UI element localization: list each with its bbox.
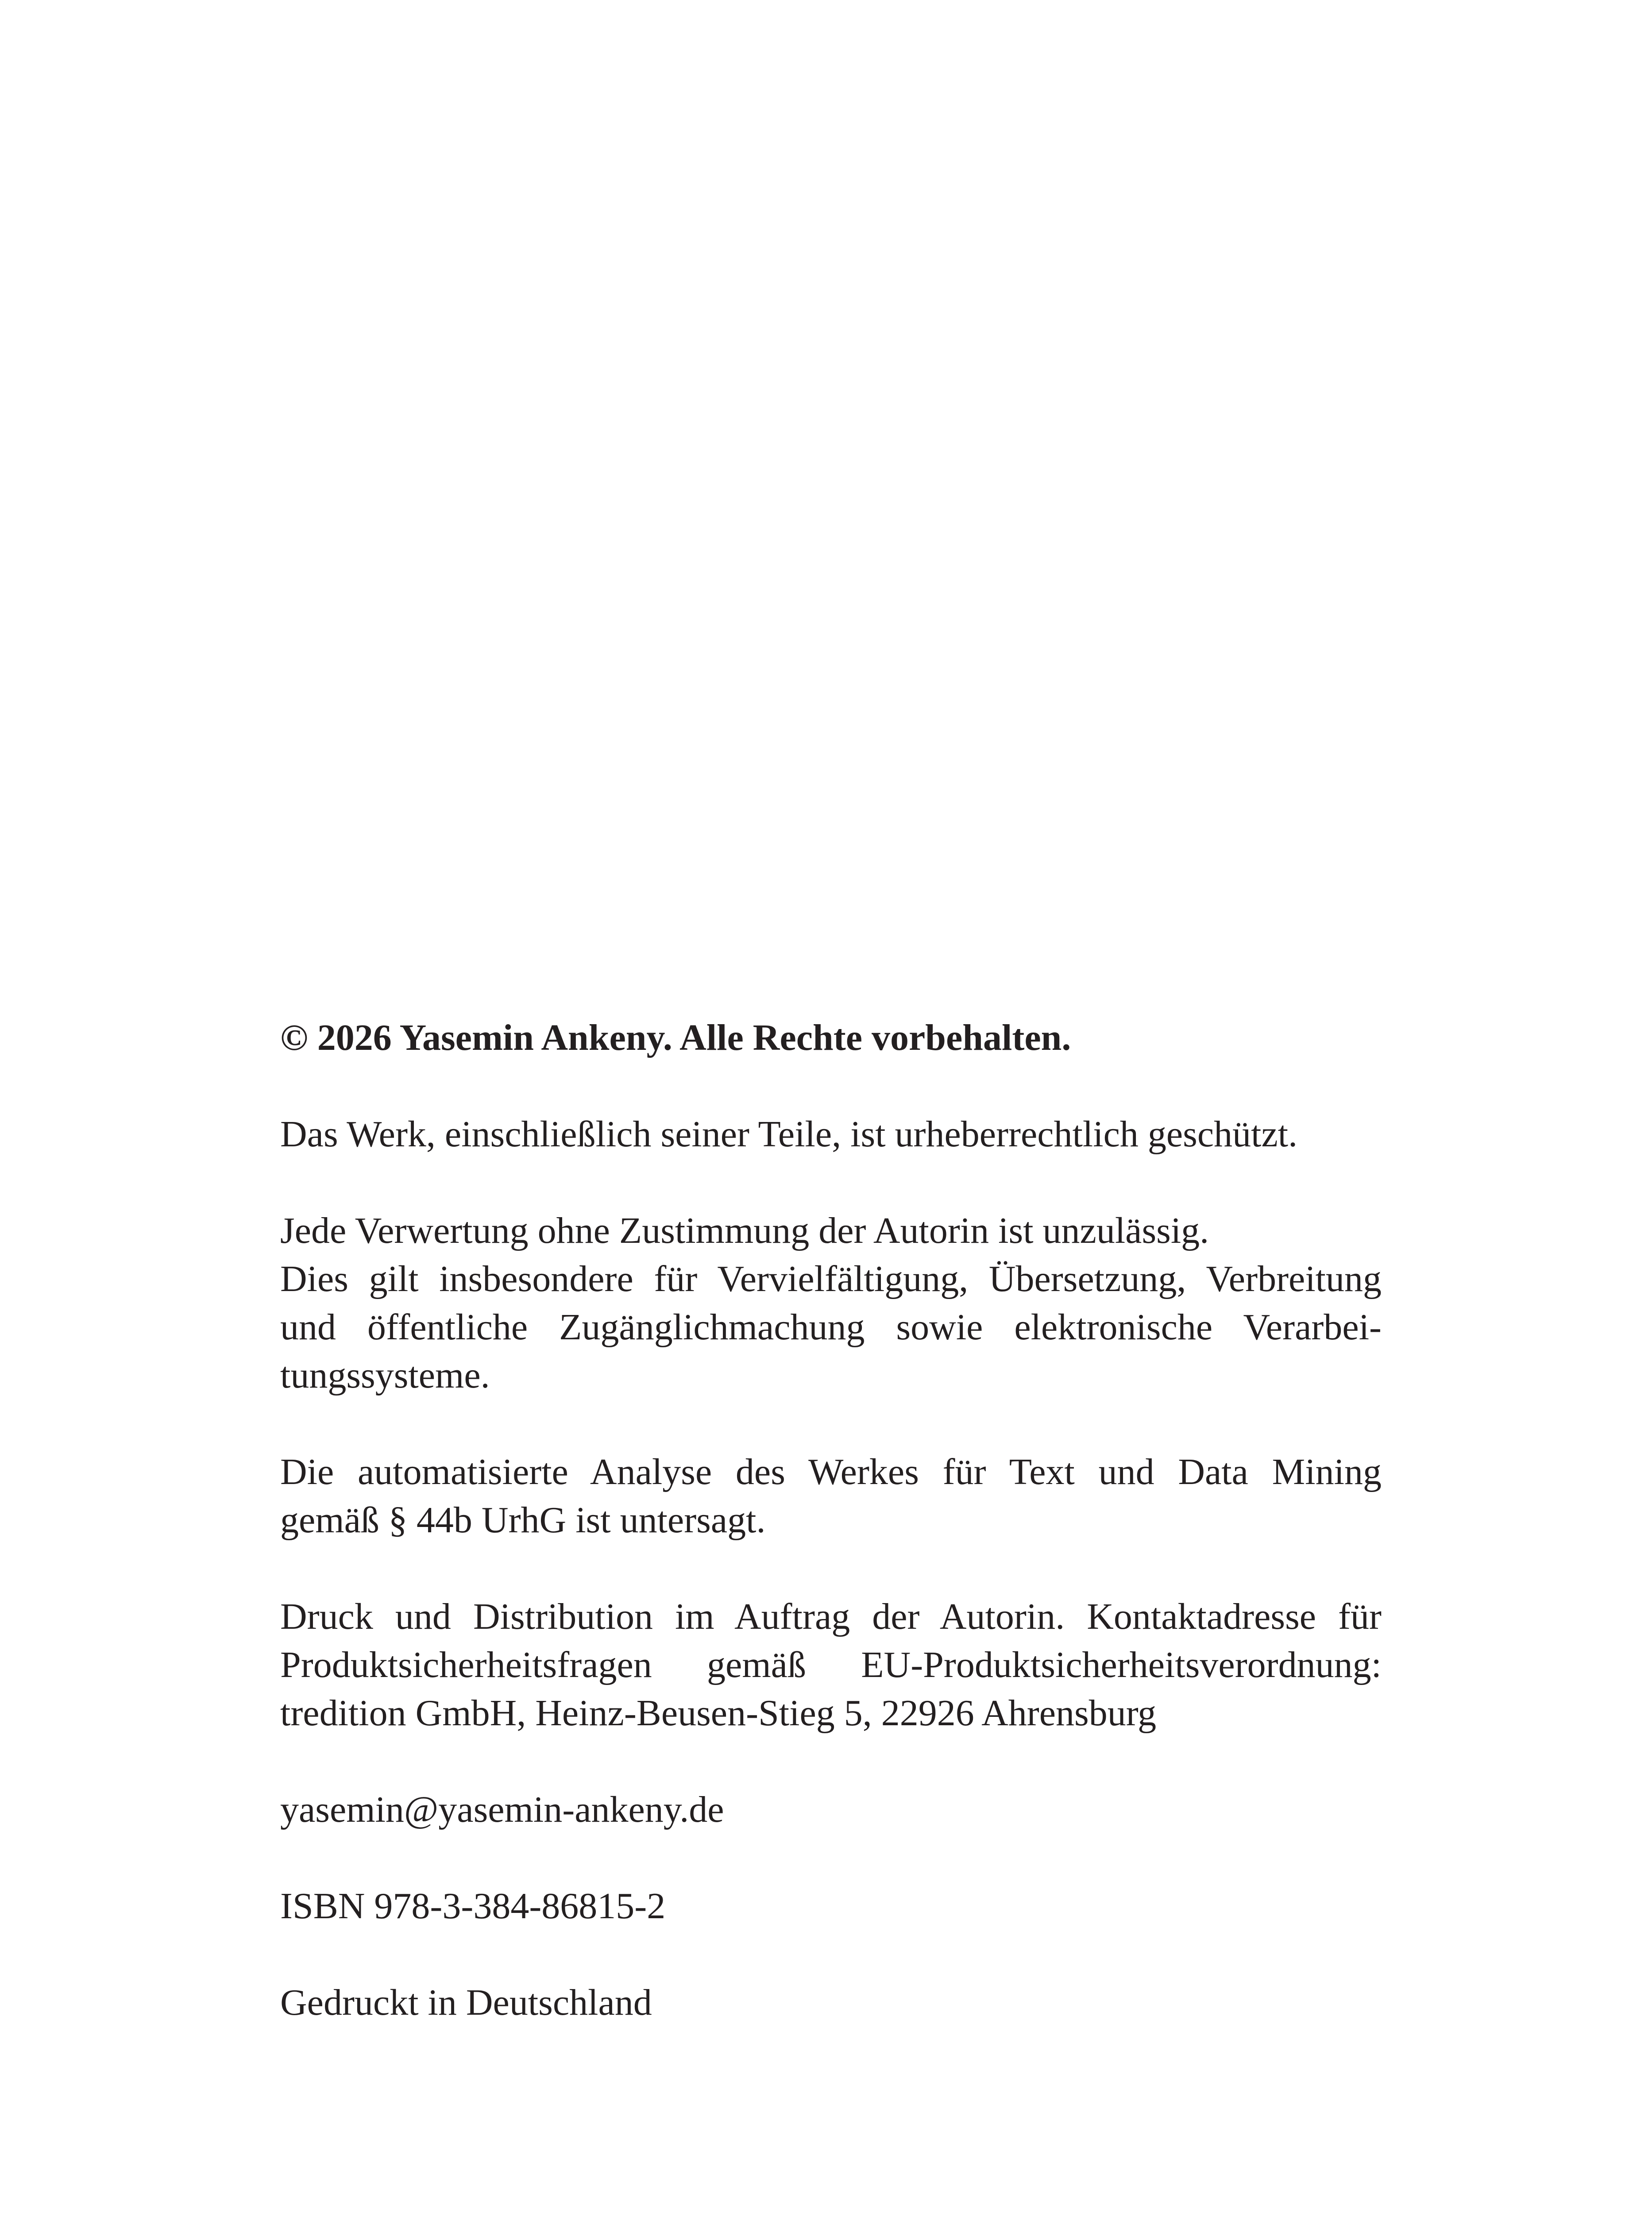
distribution-paragraph: [280, 1592, 1382, 1737]
usage-line-1: Jede Verwertung ohne Zustimmung der Autorin ist unzulässig.: [280, 1210, 1209, 1251]
distribution-line-1: Druck und Distribution im Auftrag der Autorin. Kontaktadresse für: [280, 1596, 1382, 1637]
contact-email: yasemin@yasemin-ankeny.de: [280, 1789, 724, 1830]
usage-restriction-paragraph: [280, 1207, 1382, 1400]
text-data-mining-paragraph: [280, 1448, 1382, 1544]
isbn: ISBN 978-3-384-86815-2: [280, 1885, 666, 1927]
copyright-protection-statement: Das Werk, einschließlich seiner Teile, ist urheberrechtlich geschützt.: [280, 1114, 1298, 1155]
distribution-line-2: Produktsicherheitsfragen gemäß EU-Produktsicherheitsverordnung:: [280, 1644, 1382, 1685]
usage-line-2: Dies gilt insbesondere für Vervielfältigung, Übersetzung, Verbreitung: [280, 1258, 1382, 1299]
usage-line-3: und öffentliche Zugänglichmachung sowie elektronische Verarbei-: [280, 1307, 1382, 1348]
imprint-block: [280, 1014, 1382, 2027]
printed-in-statement: Gedruckt in Deutschland: [280, 1982, 652, 2023]
distribution-line-3: tredition GmbH, Heinz-Beusen-Stieg 5, 22926 Ahrensburg: [280, 1693, 1157, 1734]
tdm-line-2: gemäß § 44b UrhG ist untersagt.: [280, 1500, 766, 1541]
usage-line-4: tungssysteme.: [280, 1355, 490, 1396]
copyright-notice: © 2026 Yasemin Ankeny. Alle Rechte vorbehalten.: [280, 1017, 1071, 1058]
tdm-line-1: Die automatisierte Analyse des Werkes für Text und Data Mining: [280, 1451, 1382, 1492]
